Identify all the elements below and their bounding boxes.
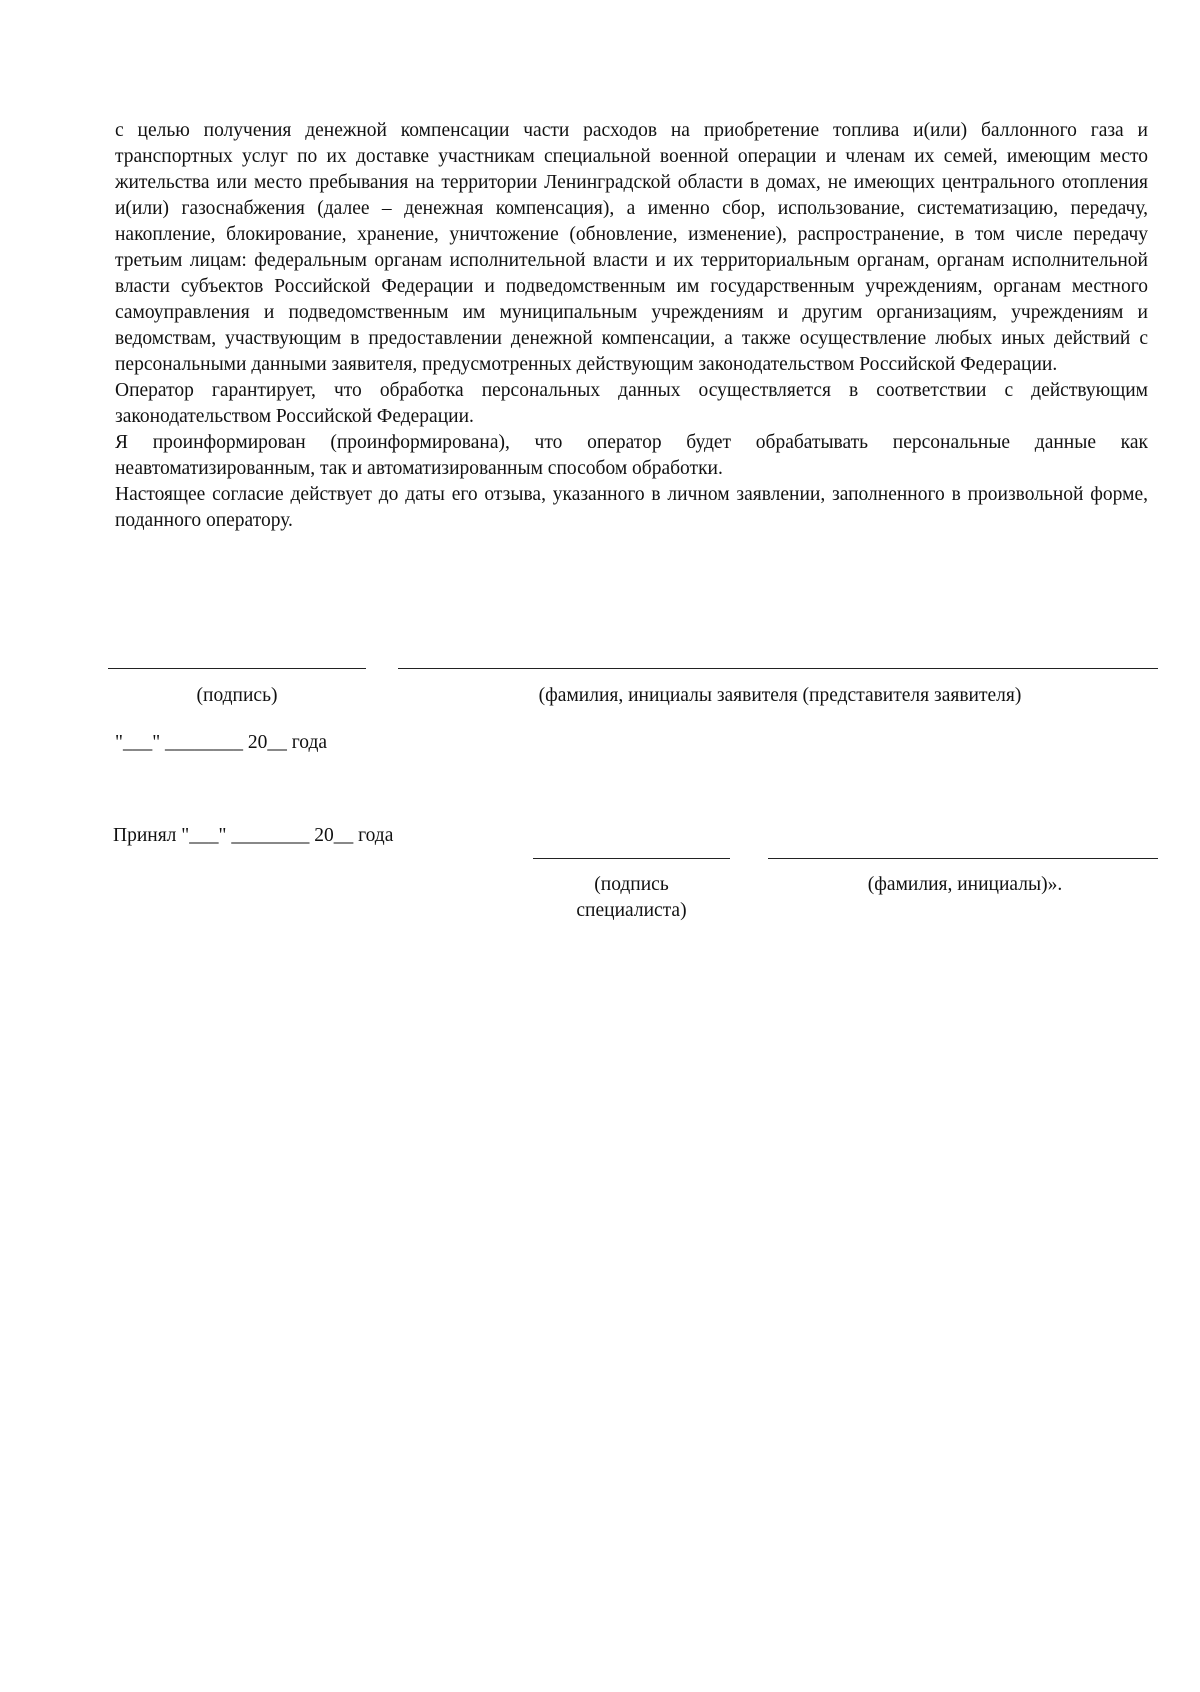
accepted-date-line: Принял "___" ________ 20__ года	[113, 825, 394, 846]
applicant-date-line: "___" ________ 20__ года	[115, 732, 328, 753]
specialist-signature-caption-line1: (подпись	[594, 874, 669, 895]
applicant-signature-caption: (подпись)	[196, 685, 278, 706]
consent-body-text	[115, 118, 1148, 534]
applicant-signature-line	[108, 668, 366, 669]
paragraph-consent-validity: Настоящее согласие действует до даты его отзыва, указанного в личном заявлении, заполненного в произвольной форме, поданного оператору.	[115, 484, 1148, 531]
specialist-signature-caption-line2: специалиста)	[576, 900, 687, 921]
applicant-name-caption: (фамилия, инициалы заявителя (представителя заявителя)	[538, 685, 1022, 706]
paragraph-consent-scope: с целью получения денежной компенсации части расходов на приобретение топлива и(или) баллонного газа и транспортных услуг по их доставке участникам специальной военной операции и членам их семей, имеющим место жительства или место пребывания на территории Ленинградской области в домах, не имеющих центрального отопления и(или) газоснабжения (далее – денежная компенсация), а именно сбор, использование, систематизацию, передачу, накопление, блокирование, хранение, уничтожение (обновление, изменение), распространение, в том числе передачу третьим лицам: федеральным органам исполнительной власти и их территориальным органам, органам исполнительной власти субъектов Российской Федерации и подведомственным им государственным учреждениям, органам местного самоуправления и подведомственным им муниципальным учреждениям и другим организациям, учреждениям и ведомствам, участвующим в предоставлении денежной компенсации, а также осуществление любых иных действий с персональными данными заявителя, предусмотренных действующим законодательством Российской Федерации.	[115, 120, 1148, 375]
specialist-name-line	[768, 858, 1158, 859]
paragraph-processing-method: Я проинформирован (проинформирована), что оператор будет обрабатывать персональные данные как неавтоматизированным, так и автоматизированным способом обработки.	[115, 432, 1148, 479]
specialist-signature-line	[533, 858, 730, 859]
paragraph-operator-guarantee: Оператор гарантирует, что обработка персональных данных осуществляется в соответствии с действующим законодательством Российской Федерации.	[115, 380, 1148, 427]
applicant-name-line	[398, 668, 1158, 669]
specialist-name-caption: (фамилия, инициалы)».	[867, 874, 1063, 895]
